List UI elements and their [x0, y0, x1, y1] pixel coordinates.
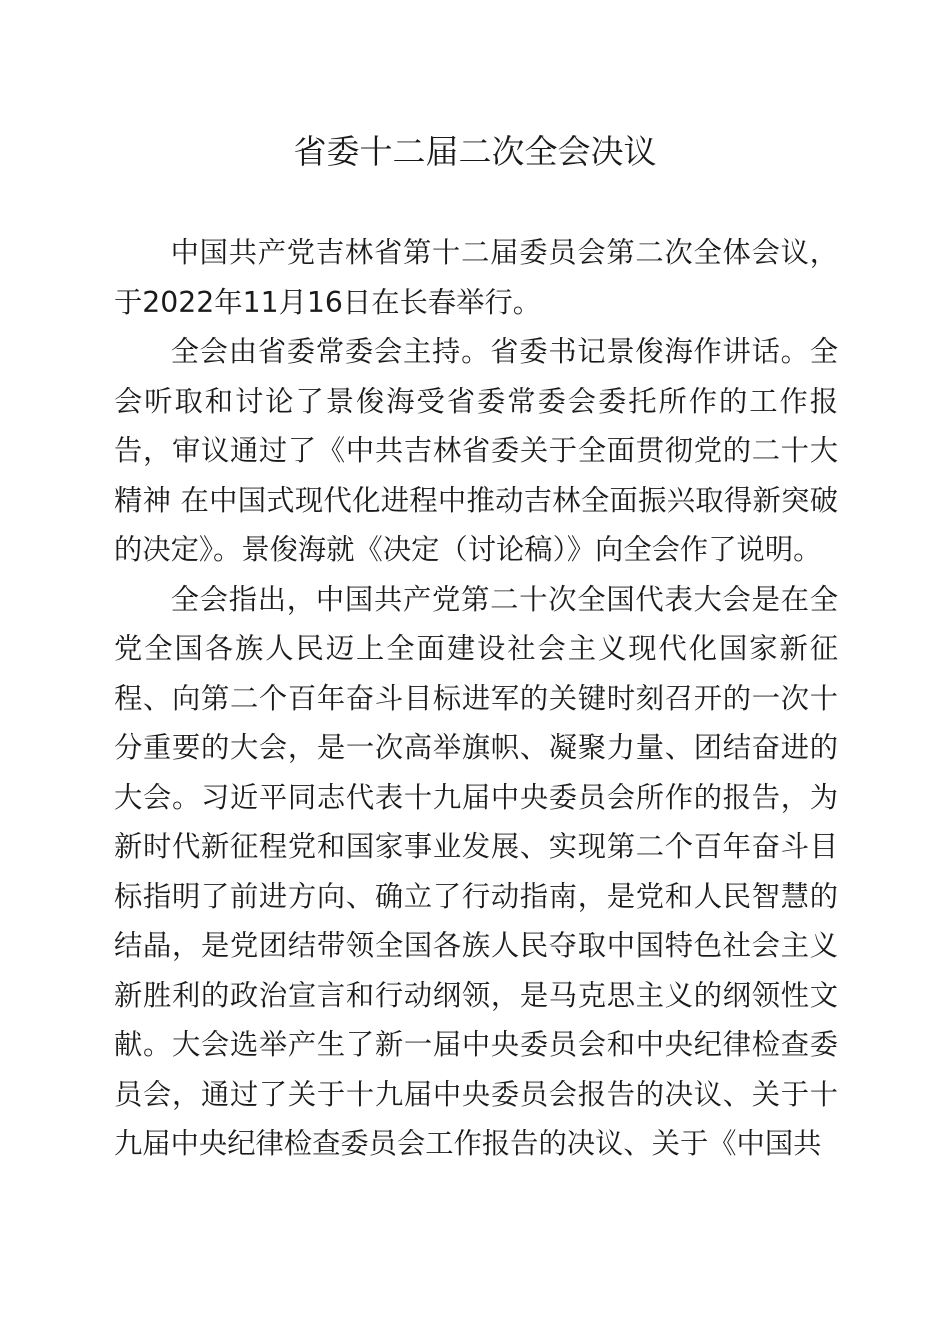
paragraph-congress-significance: 全会指出，中国共产党第二十次全国代表大会是在全党全国各族人民迈上全面建设社会主义现代化国家新征程、向第二个百年奋斗目标进军的关键时刻召开的一次十分重要的大会，是一次高举旗帜、凝聚力量、团结奋进的大会。习近平同志代表十九届中央委员会所作的报告，为新时代新征程党和国家事业发展、实现第二个百年奋斗目标指明了前进方向、确立了行动指南，是党和人民智慧的结晶，是党团结带领全国各族人民夺取中国特色社会主义新胜利的政治宣言和行动纲领，是马克思主义的纲领性文献。大会选举产生了新一届中央委员会和中央纪律检查委员会，通过了关于十九届中央委员会报告的决议、关于十九届中央纪律检查委员会工作报告的决议、关于《中国共	[114, 582, 838, 1160]
document-body	[114, 228, 838, 1169]
paragraph-proceedings: 全会由省委常委会主持。省委书记景俊海作讲话。全会听取和讨论了景俊海受省委常委会委托所作的工作报告，审议通过了《中共吉林省委关于全面贯彻党的二十大精神 在中国式现代化进程中推动吉林全面振兴取得新突破的决定》。景俊海就《决定（讨论稿）》向全会作了说明。	[114, 335, 838, 566]
paragraph-opening: 中国共产党吉林省第十二届委员会第二次全体会议，于2022年11月16日在长春举行。	[114, 236, 838, 319]
document-title: 省委十二届二次全会决议	[293, 132, 657, 171]
